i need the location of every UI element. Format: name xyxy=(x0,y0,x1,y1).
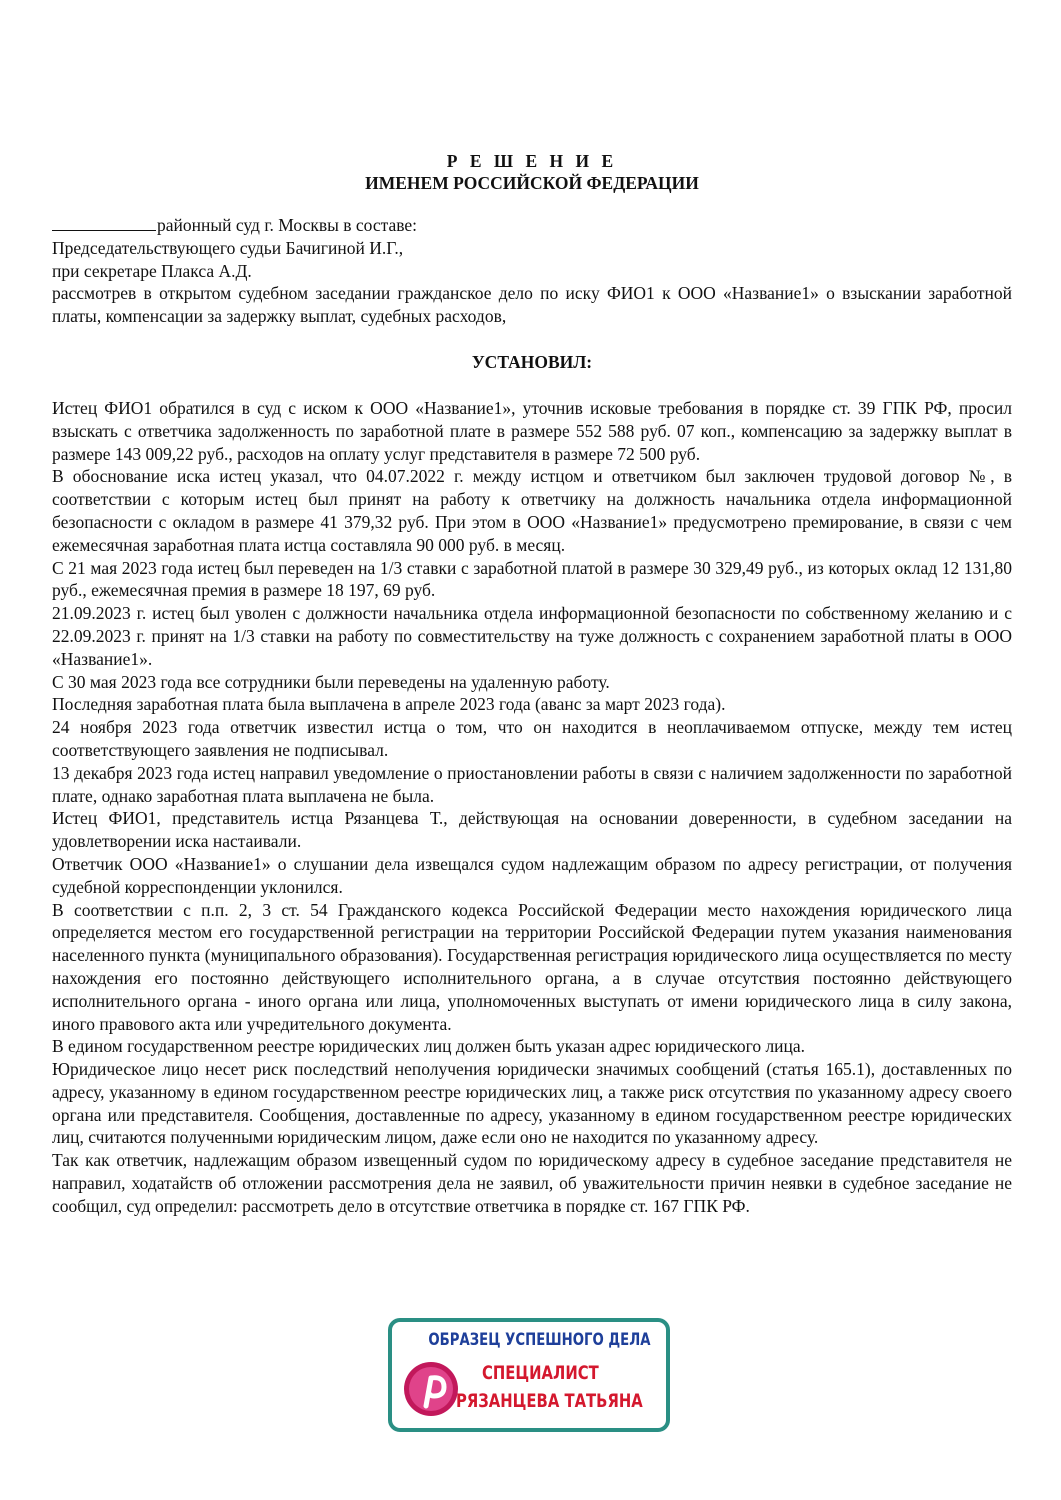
paragraph: В соответствии с п.п. 2, 3 ст. 54 Гражданского кодекса Российской Федерации место нахождения юридического лица определяется местом его государственной регистрации на территории Российской Федерации путем указания наименования населенного пункта (муниципального образования). Государственная регистрация юридического лица осуществляется по месту нахождения его постоянно действующего исполнительного органа, а в случае отсутствия постоянно действующего исполнительного органа - иного органа или лица, уполномоченных выступать от имени юридического лица в силу закона, иного правового акта или учредительного документа. xyxy=(52,899,1012,1034)
paragraphs xyxy=(52,397,1012,1218)
paragraph: В едином государственном реестре юридических лиц должен быть указан адрес юридического лица. xyxy=(52,1036,806,1057)
stamp-title: ОБРАЗЕЦ УСПЕШНОГО ДЕЛА xyxy=(428,1330,651,1350)
stamp-name: РЯЗАНЦЕВА ТАТЬЯНА xyxy=(456,1390,643,1412)
paragraph: В обоснование иска истец указал, что 04.07.2022 г. между истцом и ответчиком был заключен трудовой договор №, в соответствии с которым истец был принят на работу к ответчику на должность начальника отдела информационной безопасности с окладом в размере 41 379,32 руб. При этом в ООО «Название1» предусмотрено премирование, в связи с чем ежемесячная заработная плата истца составляла 90 000 руб. в месяц. xyxy=(52,466,1012,555)
paragraph: С 21 мая 2023 года истец был переведен на 1/3 ставки с заработной платой в размере 30 329,49 руб., из которых оклад 12 131,80 руб., ежемесячная премия в размере 18 197, 69 руб. xyxy=(52,557,1012,601)
paragraph: 24 ноября 2023 года ответчик известил истца о том, что он находится в неоплачиваемом отпуске, между тем истец соответствующего заявления не подписывал. xyxy=(52,717,1012,760)
paragraph: Юридическое лицо несет риск последствий неполучения юридически значимых сообщений (статья 165.1), доставленных по адресу, указанному в едином государственном реестре юридических лиц, а также риск отсутствия по указанному адресу своего органа или представителя. Сообщения, доставленные по адресу, указанному в едином государственном реестре юридических лиц, считаются полученными юридическим лицом, даже если оно не находится по указанному адресу. xyxy=(52,1059,1012,1148)
paragraph: Так как ответчик, надлежащим образом извещенный судом по юридическому адресу в судебное заседание представителя не направил, ходатайств об отложении рассмотрения дела не заявил, об уважительности причин неявки в судебное заседание не сообщил, суд определил: рассмотреть дело в отсутствие ответчика в порядке ст. 167 ГПК РФ. xyxy=(52,1150,1012,1216)
pinterest-icon xyxy=(402,1360,460,1418)
stamp-specialist: СПЕЦИАЛИСТ xyxy=(482,1362,599,1384)
sample-stamp xyxy=(388,1318,670,1432)
case-line: рассмотрев в открытом судебном заседании гражданское дело по иску ФИО1 к ООО «Название1» о взыскании заработной платы, компенсации за задержку выплат, судебных расходов, xyxy=(52,283,1012,327)
judge-line: Председательствующего судьи Бачигиной И.Г., xyxy=(52,237,404,258)
paragraph: 13 декабря 2023 года истец направил уведомление о приостановлении работы в связи с наличием задолженности по заработной плате, однако заработная плата выплачена не была. xyxy=(52,762,1012,806)
paragraph: 21.09.2023 г. истец был уволен с должности начальника отдела информационной безопасности по собственному желанию и с 22.09.2023 г. принят на 1/3 ставки на работу по совместительству на туже должность с сохранением заработной платы в ООО «Название1». xyxy=(52,603,1012,669)
blank-field xyxy=(52,214,156,231)
paragraph: Истец ФИО1, представитель истца Рязанцева Т., действующая на основании доверенности, в судебном заседании на удовлетворении иска настаивали. xyxy=(52,808,1012,852)
document-subtitle: ИМЕНЕМ РОССИЙСКОЙ ФЕДЕРАЦИИ xyxy=(365,173,699,193)
court-text: районный суд г. Москвы в составе: xyxy=(157,215,418,235)
document-title: Р Е Ш Е Н И Е xyxy=(446,151,618,171)
paragraph: Последняя заработная плата была выплачена в апреле 2023 года (аванс за март 2023 года). xyxy=(52,694,726,715)
section-heading: УСТАНОВИЛ: xyxy=(471,351,593,372)
paragraph: Истец ФИО1 обратился в суд с иском к ООО «Название1», уточнив исковые требования в порядке ст. 39 ГПК РФ, просил взыскать с ответчика задолженность по заработной плате в размере 552 588 руб. 07 коп., компенсацию за задержку выплат в размере 143 009,22 руб., расходов на оплату услуг представителя в размере 72 500 руб. xyxy=(52,397,1012,464)
secretary-line: при секретаре Плакса А.Д. xyxy=(52,260,252,281)
document-page xyxy=(52,150,1012,1218)
court-line xyxy=(52,214,1012,237)
paragraph: Ответчик ООО «Название1» о слушании дела извещался судом надлежащим образом по адресу регистрации, от получения судебной корреспонденции уклонился. xyxy=(52,853,1012,897)
paragraph: С 30 мая 2023 года все сотрудники были переведены на удаленную работу. xyxy=(52,671,610,692)
